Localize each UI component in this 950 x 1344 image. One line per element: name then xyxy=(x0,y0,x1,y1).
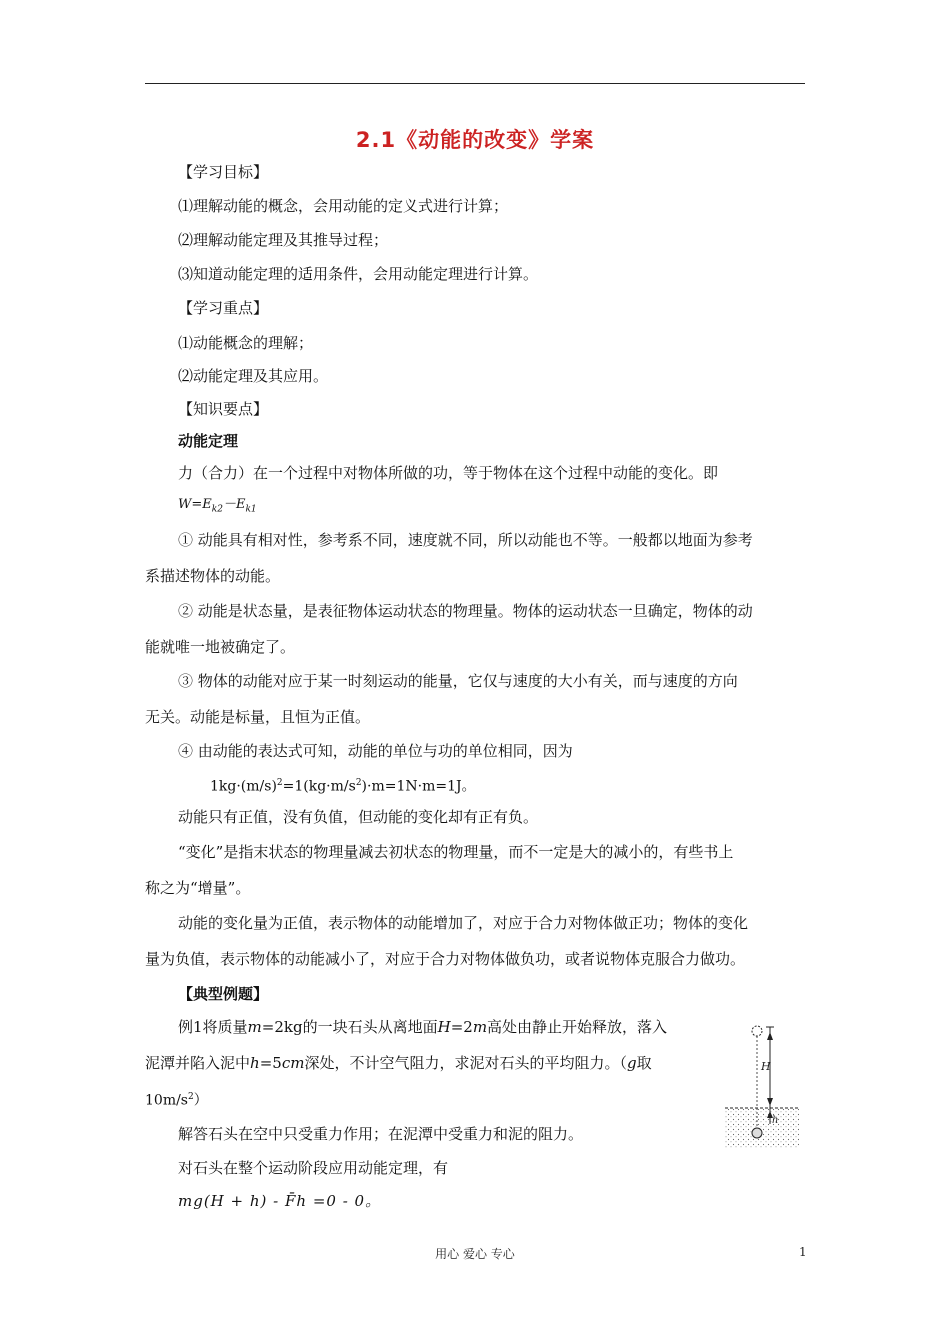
solution-line-1: 解答石头在空中只受重力作用；在泥潭中受重力和泥的阻力。 xyxy=(178,1125,584,1143)
example-1-line-1: 例1将质量m=2kg的一块石头从离地面H=2m高处由静止开始释放，落入 xyxy=(178,1018,668,1036)
paragraph-positive: 动能只有正值，没有负值，但动能的变化却有正有负。 xyxy=(178,808,539,826)
page-title: 2.1《动能的改变》学案 xyxy=(355,128,595,152)
solution-line-2: 对石头在整个运动阶段应用动能定理，有 xyxy=(178,1159,449,1177)
examples-heading: 【典型例题】 xyxy=(178,985,269,1003)
energy-equation: mg(H + h) - F̄h =0 - 0。 xyxy=(178,1192,382,1210)
knowledge-heading: 【知识要点】 xyxy=(178,400,269,418)
paragraph-sign-line-1: 动能的变化量为正值，表示物体的动能增加了，对应于合力对物体做正功；物体的变化 xyxy=(178,914,749,932)
paragraph-change-line-1: “变化”是指末状态的物理量减去初状态的物理量，而不一定是大的减小的，有些书上 xyxy=(178,843,734,861)
work-energy-formula: $W=E_{k2}-E_{k1}$ xyxy=(178,497,257,515)
theorem-title: 动能定理 xyxy=(178,432,239,450)
point-2-line-1: ② 动能是状态量，是表征物体运动状态的物理量。物体的运动状态一旦确定，物体的动 xyxy=(178,602,753,620)
paragraph-sign-line-2: 量为负值，表示物体的动能减小了，对应于合力对物体做负功，或者说物体克服合力做功。 xyxy=(145,950,746,968)
stone-start-icon xyxy=(752,1026,762,1036)
theorem-statement: 力（合力）在一个过程中对物体所做的功，等于物体在这个过程中动能的变化。即 xyxy=(178,464,719,482)
key-point-item: ⑵动能定理及其应用。 xyxy=(178,367,329,385)
example-1-line-3: $10m/s^2$） xyxy=(145,1092,208,1109)
key-points-heading: 【学习重点】 xyxy=(178,299,269,317)
stone-end-icon xyxy=(752,1128,762,1138)
point-3-line-2: 无关。动能是标量，且恒为正值。 xyxy=(145,708,371,726)
unit-derivation: $1kg\cdot(m/s)^2=1(kg\cdot m/s^2)\cdot m=1N\cdot m=1J$。 xyxy=(210,778,476,795)
objectives-heading: 【学习目标】 xyxy=(178,163,269,181)
paragraph-change-line-2: 称之为“增量”。 xyxy=(145,879,251,897)
page-number: 1 xyxy=(799,1245,807,1259)
objective-item: ⑴理解动能的概念，会用动能的定义式进行计算； xyxy=(178,197,509,215)
point-4-line-1: ④ 由动能的表达式可知，动能的单位与功的单位相同，因为 xyxy=(178,742,573,760)
footer-motto: 用心 爱心 专心 xyxy=(435,1247,515,1261)
point-1-line-1: ① 动能具有相对性，参考系不同，速度就不同，所以动能也不等。一般都以地面为参考 xyxy=(178,531,753,549)
objective-item: ⑵理解动能定理及其推导过程； xyxy=(178,231,389,249)
height-label-H: H xyxy=(761,1060,771,1073)
objective-item: ⑶知道动能定理的适用条件，会用动能定理进行计算。 xyxy=(178,265,539,283)
header-rule xyxy=(145,83,805,84)
example-1-line-2: 泥潭并陷入泥中h=5cm深处，不计空气阻力，求泥对石头的平均阻力。（g取 xyxy=(145,1054,652,1072)
point-1-line-2: 系描述物体的动能。 xyxy=(145,567,281,585)
mud-pit xyxy=(725,1108,799,1148)
depth-label-h: h xyxy=(772,1115,779,1126)
key-point-item: ⑴动能概念的理解； xyxy=(178,334,314,352)
point-2-line-2: 能就唯一地被确定了。 xyxy=(145,638,296,656)
falling-stone-figure xyxy=(722,1018,802,1153)
point-3-line-1: ③ 物体的动能对应于某一时刻运动的能量，它仅与速度的大小有关，而与速度的方向 xyxy=(178,672,738,690)
